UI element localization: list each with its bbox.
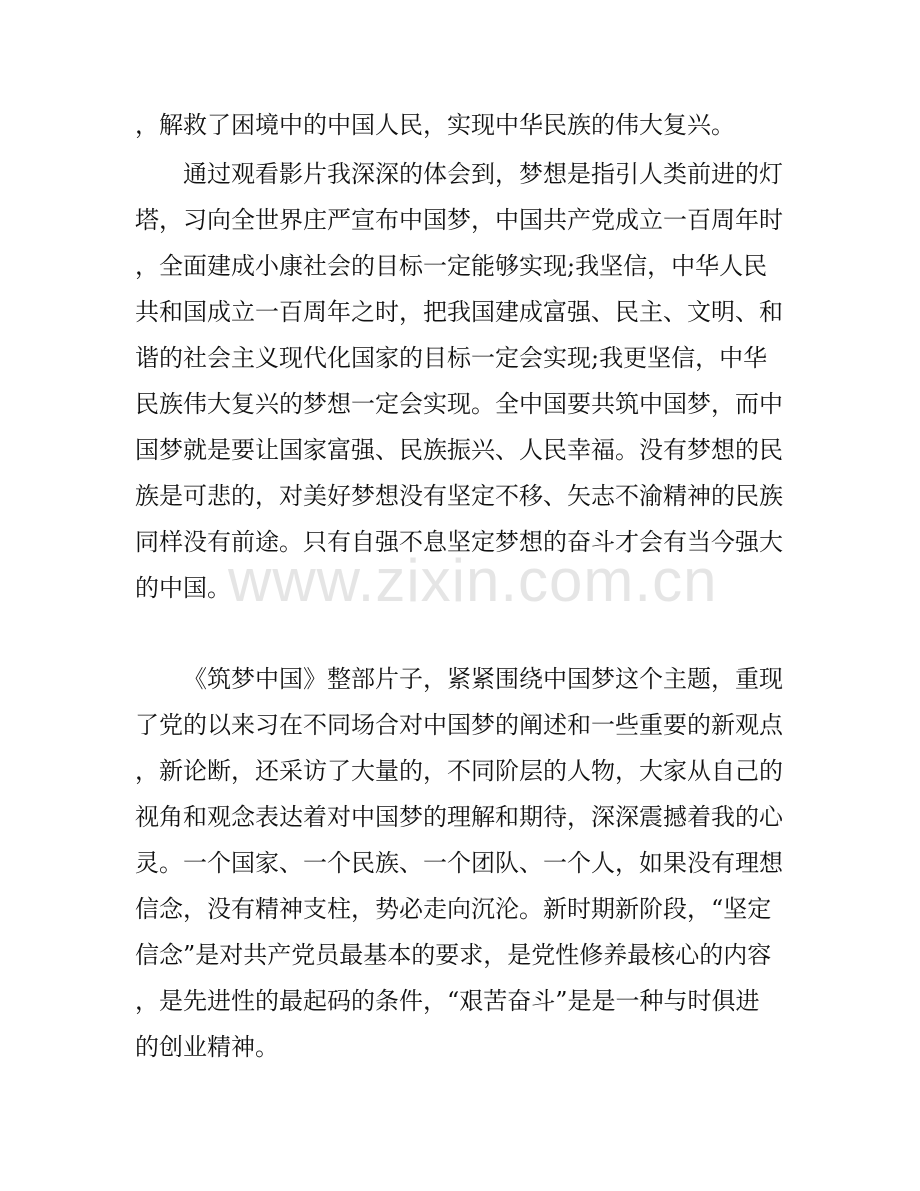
- paragraph-line: 民族伟大复兴的梦想一定会实现。全中国要共筑中国梦，而中: [135, 390, 783, 418]
- watermark: www.zixin.com.cn: [228, 547, 718, 614]
- paragraph-line: 共和国成立一百周年之时，把我国建成富强、民主、文明、和: [135, 298, 783, 326]
- paragraph-line: 族是可悲的，对美好梦想没有坚定不移、矢志不渝精神的民族: [135, 482, 783, 510]
- paragraph-line: 同样没有前途。只有自强不息坚定梦想的奋斗才会有当今强大: [135, 528, 783, 556]
- paragraph-line: 谐的社会主义现代化国家的目标一定会实现;我更坚信，中华: [135, 344, 768, 372]
- paragraph-line: 的中国。: [135, 574, 231, 602]
- paragraph-line: 信念”是对共产党员最基本的要求，是党性修养最核心的内容: [135, 941, 772, 969]
- paragraph-line: 《筑梦中国》整部片子，紧紧围绕中国梦这个主题，重现: [183, 665, 783, 693]
- paragraph-line: ，新论断，还采访了大量的，不同阶层的人物，大家从自己的: [135, 757, 783, 785]
- paragraph-line: 视角和观念表达着对中国梦的理解和期待，深深震撼着我的心: [135, 803, 783, 831]
- paragraph-line: ，是先进性的最起码的条件，“艰苦奋斗”是是一种与时俱进: [135, 987, 760, 1015]
- paragraph-line: ，解救了困境中的中国人民，实现中华民族的伟大复兴。: [135, 111, 735, 139]
- paragraph-line: 的创业精神。: [135, 1033, 279, 1061]
- paragraph-line: 了党的以来习在不同场合对中国梦的阐述和一些重要的新观点: [135, 711, 783, 739]
- paragraph-line: 灵。一个国家、一个民族、一个团队、一个人，如果没有理想: [135, 849, 783, 877]
- paragraph-line: ，全面建成小康社会的目标一定能够实现;我坚信，中华人民: [135, 252, 768, 280]
- paragraph-line: 国梦就是要让国家富强、民族振兴、人民幸福。没有梦想的民: [135, 436, 783, 464]
- paragraph-line: 信念，没有精神支柱，势必走向沉沦。新时期新阶段，“坚定: [135, 895, 772, 923]
- paragraph-line: 塔，习向全世界庄严宣布中国梦，中国共产党成立一百周年时: [135, 206, 783, 234]
- paragraph-line: 通过观看影片我深深的体会到，梦想是指引人类前进的灯: [183, 160, 783, 188]
